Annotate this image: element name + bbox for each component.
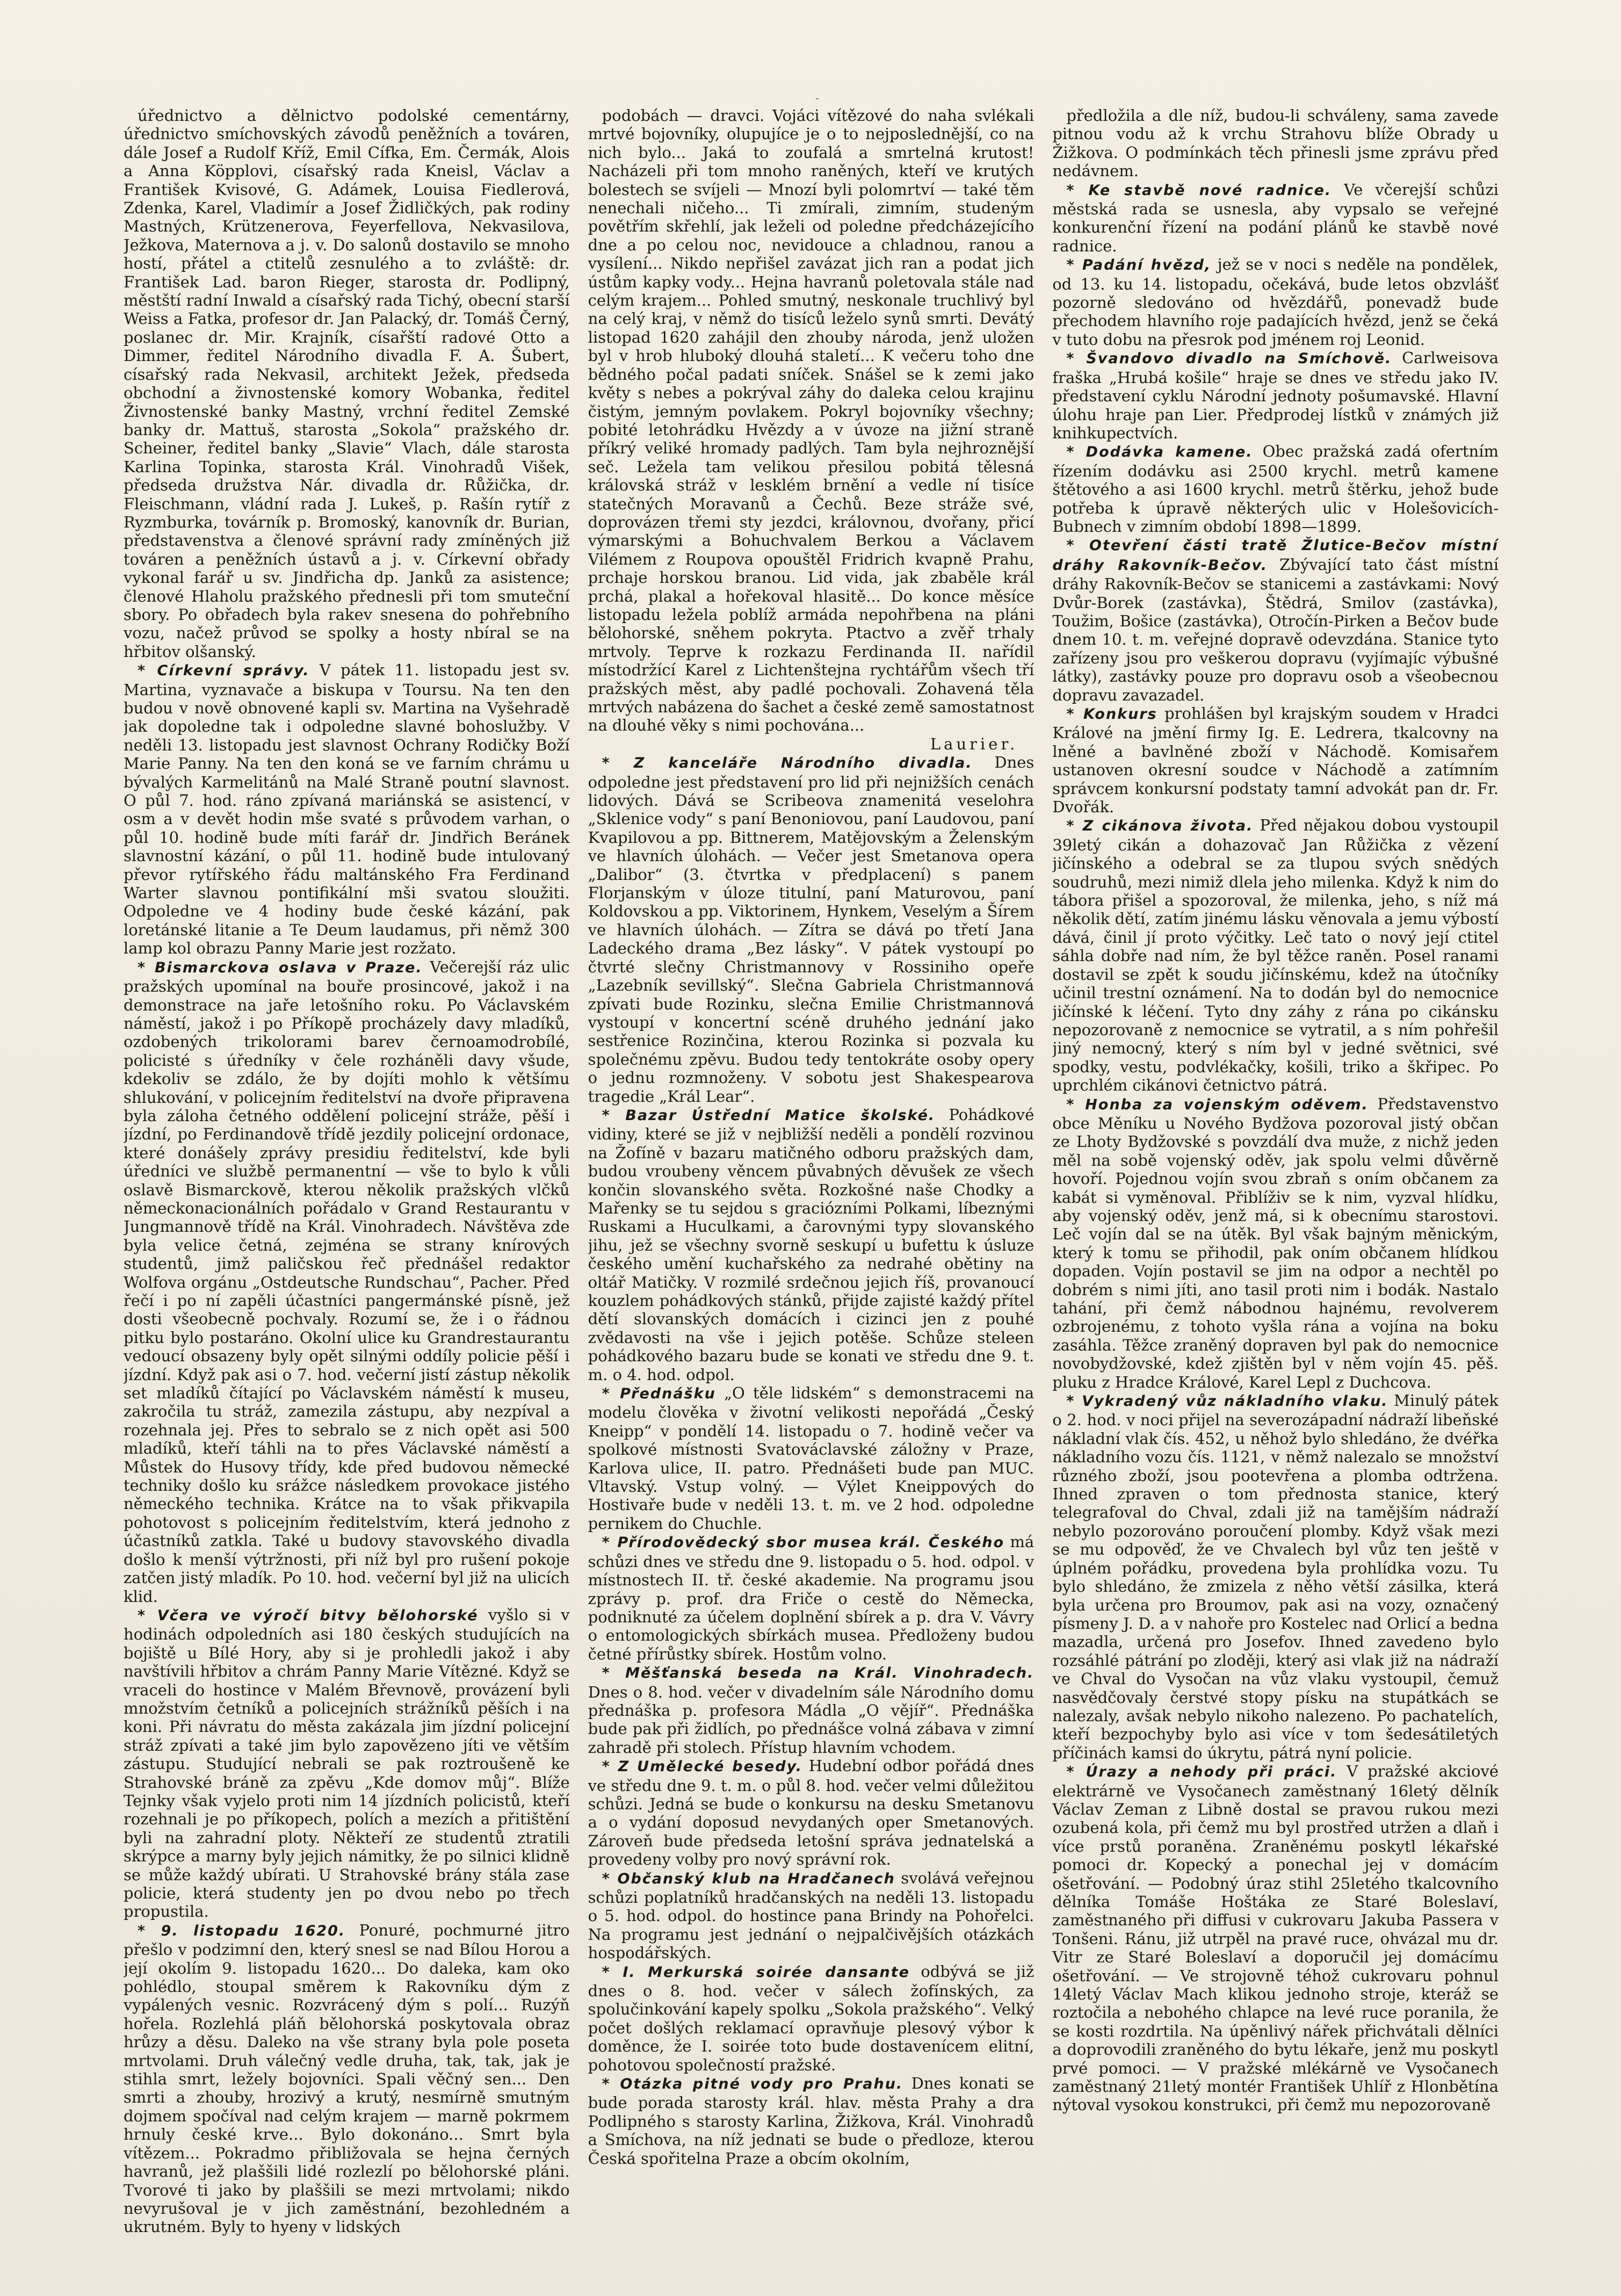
article-headline: * Občanský klub na Hradčanech bbox=[602, 1870, 895, 1887]
article-text: předložila a dle níž, budou-li schváleny, sama zavede pitnou vodu až k vrchu Strahovu blíže Obrady u Žižkova. O podmínkách těch přinesli jsme zprávu před nedávnem. bbox=[1052, 106, 1499, 180]
article-headline: * Dodávka kamene. bbox=[1066, 444, 1253, 461]
text-columns bbox=[124, 106, 1499, 2250]
article-headline: * Otázka pitné vody pro Prahu. bbox=[602, 2076, 903, 2093]
article-paragraph bbox=[124, 1921, 570, 2236]
article-headline: * Měšťanská beseda na Král. Vinohradech. bbox=[602, 1665, 1034, 1682]
article-text: Zbývající tato část místní dráhy Rakovník-Bečov se stanicemi a zastávkami: Nový Dvůr-Borek (zastávka), Štědrá, Smilov (zastávka), Toužim, Bošice (zastávka), Otročín-Pirken a Bečov bude dnem 10. t. m. veřejné dopravě odevzdána. Stanice tyto zařízeny jsou pro veškerou dopravu (vyjímajíc výbušné látky), zastávky pouze pro dopravu osob a všeobecnou dopravu zavazadel. bbox=[1052, 555, 1499, 704]
article-text: Dnes o 8. hod. večer v divadelním sále Národního domu přednáška p. profesora Mádla „O vějíř“. Přednáška bude pak při židlích, po přednášce volná zábava v zimní zahradě při stolech. Přístup hlavním vchodem. bbox=[588, 1683, 1034, 1757]
article-headline: * Honba za vojenským oděvem. bbox=[1066, 1096, 1369, 1113]
article-paragraph bbox=[588, 1869, 1034, 1962]
article-headline: * Otevření části tratě Žlutice-Bečov místní dráhy Rakovník-Bečov. bbox=[1052, 537, 1499, 574]
column-2 bbox=[588, 106, 1034, 2250]
article-headline: * Bazar Ústřední Matice školské. bbox=[602, 1107, 936, 1124]
article-paragraph bbox=[1052, 349, 1499, 442]
article-text: Představenstvo obce Měníku u Nového Bydžova pozoroval jistý občan ze Lhoty Bydžovské s povzdálí dva muže, z nichž jeden měl na sobě vojenský oděv, jak spolu velmi důvěrně hovoří. Pojednou vojín svou zbraň s oním občanem za kabát si vyměnoval. Přiblíživ se k nim, vyzval hlídku, aby vojenský oděv, jenž má, si k obecnímu starostovi. Leč vojín dal se na útěk. Byl však bajným měnickým, který k tomu se přihodil, pak oním občanem hlídkou dopaden. Vojín postavil se jim na odpor a nechtěl po dobrém s nimi jíti, ano tasil proti nim i bodák. Nastalo tahání, při čemž nábodnou hajnému, revolverem ozbrojenému, z tohoto vyšla rána a vojína na boku zasáhla. Těžce zraněný dopraven byl pak do nemocnice novobydžovské, kdež zjištěn byl v něm vojín 45. pěš. pluku z Hradce Králové, Karel Lepl z Duchcova. bbox=[1052, 1094, 1499, 1391]
article-headline: * 9. listopadu 1620. bbox=[138, 1922, 346, 1939]
article-text: Pohádkové vidiny, které se již v nejbližší neděli a pondělí rozvinou na Žofíně v bazaru matičného odboru pražských dam, budou vroubeny věncem půvabných děvušek ze všech končin slovanského světa. Rozkošné naše Chodky a Mařenky se tu sejdou s graciózními Polkami, líbeznými Ruskami a Huculkami, a čarovnými typy slovanského jihu, jež se všechny svorně seskupí u bufettu k úsluze českého umění kuchařského za nedrahé obětiny na oltář Matičky. V rozmilé srdečnou jejich říš, provanoucí kouzlem pohádkových stánků, přijde zajisté každý přítel dětí slovanských domácích i cizinci jen z pouhé zvědavosti na vše i jejich potěše. Schůze steleen pohádkového bazaru bude se konati ve středu dne 9. t. m. o 4. hod. odpol. bbox=[588, 1105, 1034, 1384]
article-text: jež se v noci s neděle na pondělek, od 13. ku 14. listopadu, očekává, bude letos obzvlášť pozorně sledováno od hvězdářů, ponevadž bude přechodem hlavního roje padajících hvězd, jenž se čeká v tuto dobu na přesrok pod jménem roj Leonid. bbox=[1052, 255, 1499, 349]
article-paragraph bbox=[124, 661, 570, 958]
article-text: Ve včerejší schůzi městská rada se usnesla, aby vypsalo se veřejné konkurenční řízení na podání plánů ke stavbě nové radnice. bbox=[1052, 180, 1499, 255]
article-paragraph bbox=[588, 1106, 1034, 1384]
article-headline: * Z Umělecké besedy. bbox=[602, 1758, 803, 1775]
article-headline: * Včera ve výročí bitvy bělohorské bbox=[138, 1607, 479, 1624]
column-3 bbox=[1052, 106, 1499, 2250]
article-paragraph bbox=[1052, 1762, 1499, 2114]
article-text: V pražské akciové elektrárně ve Vysočanech zaměstnaný 16letý dělník Václav Zeman z Libně dostal se pravou rukou mezi ozubená kola, při čemž mu byl prostřed utržen a dlaň i více prstů poraněna. Zraněnému poskytl lékařské pomoci dr. Kopecký a ponechal jej v domácím ošetřování. — Podobný úraz stihl 25letého tkalcovního dělníka Tomáše Hoštáka ze Staré Boleslaví, zaměstnaného při diffusi v cukrovaru Jakuba Passera v Tonšeni. Ránu, již utrpěl na pravé ruce, ohvázal mu dr. Vitr ze Staré Boleslaví a doporučil jej domácímu ošetřování. — Ve strojovně téhož cukrovaru pohnul 14letý Václav Mach klikou jednoho stroje, kteráž se roztočila a nebohého chlapce na levé ruce poranila, že se kosti rozdrtila. Na úpěnlivý nářek přichvátali dělníci a doprovodili zraněného do bytu lékaře, jenž mu poskytl prvé pomoci. — V pražské mlékárně ve Vysočanech zaměstnaný 21letý montér František Uhlíř z Hlonbětína nýtoval vysokou konstrukci, při čemž mu nepozorovaně bbox=[1052, 1762, 1499, 2114]
signature bbox=[588, 735, 1034, 753]
article-headline: * Z kanceláře Národního divadla. bbox=[602, 755, 973, 772]
page-mark: - bbox=[815, 91, 820, 104]
article-headline: * Z cikánova života. bbox=[1066, 818, 1254, 835]
article-paragraph bbox=[124, 106, 570, 661]
article-text: vyšlo si v hodinách odpoledních asi 180 českých studujících na bojiště u Bílé Hory, aby si je prohledli jakož i aby navštívili hřbitov a chrám Panny Marie Vítězné. Když se vraceli do hostince v Malém Břevnově, provázení byli množstvím četníků a policejních strážníků pěších i na koni. Při návratu do města zakázala jim jízdní policejní stráž zpívati a také jim bylo zapovězeno jíti ve větším zástupu. Studující nebrali se pak roztroušeně ke Strahovské bráně za zpěvu „Kde domov můj“. Blíže Tejnky však vyjelo proti nim 14 jízdních policistů, kteří rozehnali je po příkopech, polích a mezích a přitištění byli na zahradní ploty. Někteří ze studentů ztratili skrýpce a marny byly jejich námitky, že po silnici klidně se může každý ubírati. U Strahovské brány stála zase policie, která studenty jen po dvou nebo po třech propustila. bbox=[124, 1605, 570, 1921]
article-paragraph bbox=[1052, 1095, 1499, 1392]
article-text: Hudební odbor pořádá dnes ve středu dne 9. t. m. o půl 8. hod. večer velmi důležitou schůzi. Jedná se bude o konkursu na desku Smetanovu a o vydání doposud nevydaných oper Smetanových. Zároveň bude předseda letošní správa jednatelská a provedeny volby pro nový správní rok. bbox=[588, 1757, 1034, 1869]
article-text: Minulý pátek o 2. hod. v noci přijel na severozápadní nádraží libeňské nákladní vlak čís. 452, u něhož bylo shledáno, že dvéřka nákladního vozu čís. 1121, v němž nalezalo se množství různého zboží, jsou pootevřena a plomba odtržena. Ihned zpraven o tom přednosta stanice, který telegrafoval do Chval, zdali již na tamějším nádraží nebylo pozorováno poroučení plomby. Když však mezi se mu odpověď, že ve Chvalech byl vůz ten ještě v úplném pořádku, provedena byla prohlídka vozu. Tu bylo shledáno, že zmizela z něho větší zásilka, která byla určena pro Broumov, pak asi na vozy, označený písmeny J. D. a v nahoře pro Kostelec nad Orlicí a bedna mazadla, určená pro Josefov. Ihned zavedeno bylo rozsáhlé pátrání po zloději, který asi vlak již na nádraží ve Chval do Vysočan na vůz vlaku vystoupil, čemuž nasvědčovaly čerstvé stopy písku na stupátkách se nalezaly, avšak nebylo nikoho nalezeno. Po pachatelích, kteří bezpochyby bylo asi více v tom šedesátiletých příčinách kamsi do úkrytu, pátrá nyní policie. bbox=[1052, 1391, 1499, 1762]
article-headline: * Úrazy a nehody při práci. bbox=[1066, 1764, 1337, 1781]
article-paragraph bbox=[588, 1757, 1034, 1868]
article-text: odbývá se již dnes o 8. hod. večer v sálech žofínských, za spolučinkování kapely spolku „Sokola pražského“. Velký počet došlých reklamací opravňuje plesový výbor k doměnce, že I. soirée toto bude dostavenícem elitní, pohotovou společností pražské. bbox=[588, 1962, 1034, 2074]
article-paragraph bbox=[1052, 106, 1499, 180]
article-headline: * Přírodovědecký sbor musea král. Českého bbox=[602, 1534, 1005, 1551]
article-headline: * Bismarckova oslava v Praze. bbox=[138, 959, 423, 976]
article-paragraph bbox=[124, 1606, 570, 1921]
article-text: V pátek 11. listopadu jest sv. Martina, vyznavače a biskupa v Toursu. Na ten den budou v nově obnovené kapli sv. Martina na Vyšehradě jak dopoledne tak i odpoledne slavné bohoslužby. V neděli 13. listopadu jest slavnost Ochrany Rodičky Boží Marie Panny. Na ten den koná se ve farním chrámu u bývalých Karmelitánů na Malé Straně poutní slavnost. O půl 7. hod. ráno zpívaná mariánská se asistencí, v osm a v devět hodin mše svaté s průvodem varhan, o půl 10. hodině bude míti farář dr. Jindřich Beránek slavnostní kázání, o půl 11. hodině bude intulovaný převor rytířského řádu maltánského Fra Ferdinand Warter slavnou pontifikální mši svatou sloužiti. Odpoledne ve 4 hodiny bude české kázání, pak loretánské litanie a Te Deum laudamus, při němž 300 lamp kol obrazu Panny Marie jest rozžato. bbox=[124, 661, 570, 958]
article-headline: * Konkurs bbox=[1066, 706, 1157, 723]
article-paragraph bbox=[1052, 816, 1499, 1094]
article-paragraph bbox=[1052, 536, 1499, 704]
article-text: Laurier. bbox=[930, 734, 1018, 753]
article-text: prohlášen byl krajským soudem v Hradci Králové na jmění firmy Ig. E. Ledrera, tkalcovny na lněné a bavlněné zboží v Náchodě. Komisařem ustanoven okresní soudce v Náchodě a zatímním správcem konkursní podstaty tamní advokát pan dr. Fr. Dvořák. bbox=[1052, 704, 1499, 817]
column-1 bbox=[124, 106, 570, 2250]
article-paragraph bbox=[588, 1533, 1034, 1663]
article-headline: * Církevní správy. bbox=[138, 662, 310, 680]
article-text: Carlweisova fraška „Hrubá košile“ hraje se dnes ve středu jako IV. představení cyklu Národní jednoty pošumavské. Hlavní úlohu hraje pan Lier. Předprodej lístků v známých již knihkupectvích. bbox=[1052, 349, 1499, 442]
article-headline: * Švandovo divadlo na Smíchově. bbox=[1066, 350, 1392, 367]
article-text: podobách — dravci. Vojáci vítězové do naha svlékali mrtvé bojovníky, olupujíce je o to nejposlednější, co na nich bylo... Jaká to zoufalá a smrtelná krutost! Nacházeli při tom mnoho raněných, kteří ve krutých bolestech se svíjeli — Mnozí byli polomrtví — také těm nenechali ničeho... Ti zmírali, zimním, studeným povětřím skřehlí, jak leželi od poledne předcházejícího dne a po celou noc, nevidouce a chladnou, ranou a vysílení... Nikdo nepřišel zavázat jich ran a podat jich ústům kapky vody... Hejna havranů poletovala stále nad celým krajem... Pohled smutný, neskonale truchlivý byl na celý kraj, v němž do tisíců leželo synů smrti. Devátý listopad 1620 zahájil den zhouby národa, jenž uložen byl v hrob hluboký dlouhá staletí... K večeru toho dne bědného počal padati sníček. Snášel se k zemi jako květy s nebes a pokrýval záhy do daleka celou krajinu čistým, jemným povlakem. Pokryl bojovníky všechny; pobité letohrádku Hvězdy a v úvoze na jižní straně příkrý veliké hromady padlých. Tam byla nejhroznější seč. Ležela tam velikou přesilou pobitá tělesná královská stráž v lesklém brnění a vedle ní tisíce statečných Moravanů a Čechů. Beze stráže své, doprovázen třemi sty jezdci, královnou, dvořany, přicí výmarskými a Bohuchvalem Berkou a Václavem Vilémem z Roupova opouštěl Fridrich kvapně Prahu, prchaje horskou branou. Lid vida, jak zbaběle král prchá, plakal a hořekoval hlasitě... Do konce měsíce listopadu ležela poblíž armáda nepohřbena na pláni bělohorské, sněhem pokryta. Ptactvo a zvěř trhaly mrtvoly. Teprve k rozkazu Ferdinanda II. nařídil místodržící Karel z Lichtenštejna rychtářům všech tří pražských měst, aby padlé pochovali. Zohavená těla mrtvých nabázena do šachet a české země samostatnost na dlouhé věky s nimi pochována... bbox=[588, 106, 1034, 735]
article-headline: * Vykradený vůz nákladního vlaku. bbox=[1066, 1393, 1388, 1410]
article-text: Dnes konati se bude porada starosty král. hlav. města Prahy a dra Podlipného s starosty Karlina, Žižkova, Král. Vinohradů a Smíchova, na níž jednati se bude o předloze, kterou Česká spořitelna Praze a obcím okolním, bbox=[588, 2074, 1034, 2168]
article-text: Dnes odpoledne jest představení pro lid při nejnižších cenách lidových. Dává se Scribeova znamenitá veselohra „Sklenice vody“ s paní Benoniovou, paní Laudovou, paní Kvapilovou a pp. Bittnerem, Matějovským a Želenským ve hlavních úlohách. — Večer jest Smetanova opera „Dalibor“ (3. čtvrtka v předplacení) s panem Florjanským v úloze titulní, paní Maturovou, paní Koldovskou a pp. Viktorinem, Hynkem, Veselým a Šírem ve hlavních úlohách. — Zítra se dává po třetí Jana Ladeckého drama „Bez lásky“. V pátek vystoupí po čtvrté slečny Christmannovy v Rossiniho opeře „Lazebník sevillský“. Slečna Gabriela Christmannová zpívati bude Rozinku, slečna Emilie Christmannová vystoupí v koncertní scéně druhého jednání jako sestřenice Rozinčina, kterou Rozinka si pozvala ku společnému zpěvu. Budou tedy tentokráte osoby opery o jednu rozmnoženy. V sobotu jest Shakespearova tragedie „Král Lear“. bbox=[588, 753, 1034, 1106]
article-text: Ponuré, pochmurné jitro přešlo v podzimní den, který snesl se nad Bílou Horou a její okolím 9. listopadu 1620... Do daleka, kam oko pohlédlo, stoupal směrem k Rakovníku dým z vypálených vesnic. Rozvrácený dým s polí... Ruzýň hořela. Rozlehlá pláň bělohorská poskytovala obraz hrůzy a děsu. Daleko na vše strany byla pole poseta mrtvolami. Druh válečný vedle druha, tak, tak, jak je stihla smrt, ležely bojovníci. Spali věčný sen... Den smrti a zhouby, hrozivý a krutý, nesmírně smutným dojmem spočíval nad celým krajem — marně pokrmem hrnuly české krve... Bylo dokonáno... Smrt byla vítězem... Pokradmo přibližovala se hejna černých havranů, jež plaššili lidé rozlezlí po bělohorské pláni. Tvorové ti jako by plaššili se mezi mrtvolami; nikdo nevyrušoval je v jich zaměstnání, bezohledném a ukrutném. Byly to hyeny v lidských bbox=[124, 1920, 570, 2236]
article-text: „O těle lidském“ s demonstracemi na modelu člověka v životní velikosti nepořádá „Český Kneipp“ v pondělí 14. listopadu o 7. hodině večer va spolkové místnosti Svatováclavské záložny v Praze, Karlova ulice, II. patro. Přednášeti bude pan MUC. Vltavský. Vstup volný. — Výlet Kneippových do Hostivaře bude v neděli 13. t. m. ve 2 hod. odpoledne pernikem do Chuchle. bbox=[588, 1384, 1034, 1533]
article-paragraph bbox=[588, 1663, 1034, 1757]
article-paragraph bbox=[588, 106, 1034, 735]
article-text: úřednictvo a dělnictvo podolské cementárny, úřednictvo smíchovských závodů peněžních a továren, dále Josef a Rudolf Kříž, Emil Cífka, Em. Čermák, Alois a Anna Köpplovi, císařský rada Kneisl, Václav a František Kvisové, G. Adámek, Louisa Fiedlerová, Zdenka, Karel, Vladimír a Josef Židličkých, pak rodiny Mastných, Krützenerova, Feyerfellova, Nekvasilova, Ježkova, Maternova a j. v. Do salonů dostavilo se mnoho hostí, přátel a ctitelů zesnulého a to zvláště: dr. František Lad. baron Rieger, starosta dr. Podlipný, městští radní Inwald a císařský rada Tichý, obecní starší Weiss a Fatka, profesor dr. Jan Palacký, dr. Tomáš Černý, poslanec dr. Mir. Krajník, císařští radové Otto a Dimmer, ředitel Národního divadla F. A. Šubert, císařský rada Nekvasil, architekt Ježek, předseda obchodní a živnostenské komory Wobanka, ředitel Živnostenské banky Mastný, vrchní ředitel Zemské banky dr. Mattuš, starosta „Sokola“ pražského dr. Scheiner, ředitel banky „Slavie“ Vlach, dále starosta Karlina Topinka, starosta Král. Vinohradů Višek, předseda družstva Nár. divadla dr. Růžička, dr. Fleischmann, vládní rada J. Lukeš, p. Rašín rytíř z Ryzmburka, továrník p. Bromoský, kanovník dr. Burian, představenstva a členové správní rady zmíněných již továren a peněžních ústavů a j. v. Církevní obřady vykonal farář u sv. Jindřicha dp. Janků za asistence; členové Hlaholu pražského přednesli při tom smuteční sbory. Po obřadech byla rakev snesena do pohřebního vozu, načež průvod se spolky a hosty nbíral se na hřbitov olšanský. bbox=[124, 106, 570, 661]
article-text: má schůzi dnes ve středu dne 9. listopadu o 5. hod. odpol. v místnostech II. tř. české akademie. Na programu jsou zprávy p. prof. dra Friče o cestě do Německa, podniknuté za účelem doplnění sbírek a p. dra V. Vávry o entomologických sbírkách musea. Předloženy budou četné přírůstky sbírek. Hostům volno. bbox=[588, 1533, 1034, 1663]
article-paragraph bbox=[588, 2074, 1034, 2168]
article-paragraph bbox=[588, 1962, 1034, 2074]
article-headline: * Přednášku bbox=[602, 1385, 716, 1403]
article-paragraph bbox=[1052, 1391, 1499, 1762]
article-paragraph bbox=[1052, 255, 1499, 349]
article-text: Před nějakou dobou vystoupil 39letý cikán a dohazovač Jan Růžička z vězení jičínského a odebral se za tlupou svých snědých soudruhů, mezi nimiž dlela jeho milenka. Když k nim do tábora přišel a spozoroval, že milenka, jeho, s níž má několik dětí, zatím jinému lásku věnovala a jemu výbostí dává, činil jí proto výčitky. Leč tato o nový její ctitel sáhla dobře nad ním, že byl těžce raněn. Posel ranami dostavil se zpět k soudu jičínskému, kdež na útočníky učinil trestní oznámení. Na to dodán byl do nemocnice jičínské k léčení. Tyto dny záhy z rána po cikánsku nepozorovaně z nemocnice se vytratil, a s ním pohřešil jiný nemocný, který s ním byl v jedné světnici, své spodky, vestu, podvlékačky, košili, triko a škřipec. Po uprchlém cikánovi četnictvo pátrá. bbox=[1052, 816, 1499, 1095]
article-paragraph bbox=[588, 753, 1034, 1106]
article-paragraph bbox=[1052, 442, 1499, 536]
article-text: Večerejší ráz ulic pražských upomínal na bouře prosincové, jakož i na demonstrace na jaře letošního roku. Po Václavském náměstí, jakož i po Příkopě procházely davy mladíků, ozdobených trikolorami barev černoamodrobílé, policisté s úředníky v čele rozháněli davy všude, kdekoliv se zdálo, že by dojíti mohlo k většímu shlukování, v policejním ředitelství na dvoře připravena byla záloha četného oddělení policejní stráže, pěší i jízdní, po Ferdinandově třídě jezdily policejní ordonace, které donášely zprávy presidiu ředitelství, kde byli úředníci ve službě permanentní — vše to bylo k vůli oslavě Bismarckově, kterou několik pražských vlčků německonacionálních pořádalo v Grand Restaurantu v Jungmannově třídě na Král. Vinohradech. Návštěva zde byla velice četná, zejména se strany knírových studentů, jimž paličskou řeč přednášel redaktor Wolfova orgánu „Ostdeutsche Rundschau“, Pacher. Před řečí i po ní zapěli účastníci pangermánské písně, jež dosti všeobecně pochvaly. Rozumí se, že i o řádnou pitku bylo postaráno. Okolní ulice ku Grandrestaurantu vedoucí obsazeny byly opět silnými oddíly policie pěší i jízdní. Když pak asi o 7. hod. večerní jistí zástup několik set mladíků čítající po Václavském náměstí k museu, zakročila tu stráž, zamezila zástupu, aby nezpíval a rozehnala jej. Přes to sebralo se z nich opět asi 500 mladíků, kteří táhli na to přes Václavské náměstí a Můstek do Husovy třídy, kde před budovou německé techniky došlo ku srážce následkem provokace jistého německého technika. Krátce na to však přikvapila pohotovost s policejním ředitelstvím, která jednoho z účastníků zatkla. Také u budovy stavovského divadla došlo k menší výtržnosti, při níž byl pro rušení pokoje zatčen jistý mladík. Po 10. hod. večerní byl již na ulicích klid. bbox=[124, 957, 570, 1606]
article-paragraph bbox=[124, 958, 570, 1606]
article-paragraph bbox=[588, 1384, 1034, 1533]
article-headline: * I. Merkurská soirée dansante bbox=[602, 1963, 910, 1981]
article-headline: * Ke stavbě nové radnice. bbox=[1066, 182, 1332, 199]
article-paragraph bbox=[1052, 180, 1499, 256]
article-text: svolává veřejnou schůzi poplatníků hradčanských na neděli 13. listopadu o 5. hod. odpol. do hostince pana Brindy na Pohořelci. Na programu jest jednání o nejpalčivějších otázkách hospodářských. bbox=[588, 1868, 1034, 1962]
article-text: Obec pražská zadá ofertním řízením dodávku asi 2500 krychl. metrů kamene štětového a asi 1600 krychl. metrů štěrku, jehož bude potřeba k úpravě některých ulic v Holešovicích-Bubnech v zimním období 1898—1899. bbox=[1052, 442, 1499, 536]
article-paragraph bbox=[1052, 704, 1499, 816]
article-headline: * Padání hvězd, bbox=[1066, 257, 1212, 274]
